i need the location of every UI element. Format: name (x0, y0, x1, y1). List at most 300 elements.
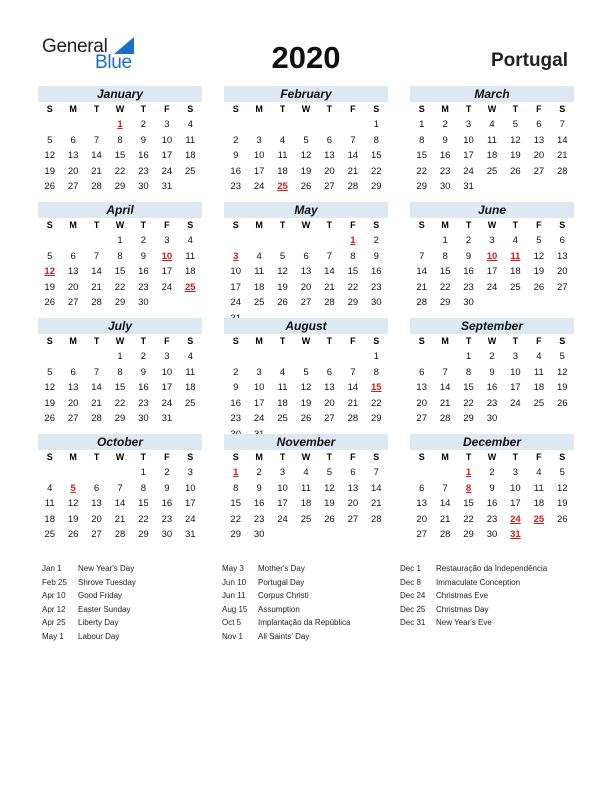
day-cell: 9 (373, 250, 379, 262)
day-cell: 27 (324, 181, 335, 192)
holiday-date: May 3 (222, 564, 244, 573)
day-cell: 23 (230, 181, 241, 192)
month-title: January (38, 86, 202, 102)
weekday-header: W (487, 336, 497, 346)
weekday-header: W (301, 220, 311, 230)
day-cell: 14 (439, 382, 451, 393)
month-title: February (224, 86, 388, 102)
day-cell: 17 (161, 382, 173, 393)
empty-cell (271, 117, 294, 133)
empty-cell (224, 117, 247, 133)
day-cell: 29 (114, 181, 126, 192)
day-cell: 18 (533, 382, 545, 393)
month-title: June (410, 202, 574, 218)
weekday-header: M (441, 336, 449, 346)
day-cell: 8 (373, 366, 379, 378)
weekday-header: W (115, 452, 125, 462)
day-cell: 5 (559, 467, 565, 478)
weekday-header: M (255, 220, 263, 230)
day-cell: 7 (442, 366, 448, 378)
weekday-header: T (465, 104, 472, 114)
holiday-name: Christmas Day (436, 604, 489, 614)
day-cell: 27 (533, 165, 545, 177)
holiday-day: 8 (465, 482, 472, 494)
holiday-name: Immaculate Conception (436, 577, 521, 587)
day-cell: 26 (44, 297, 55, 308)
day-cell: 14 (347, 150, 359, 161)
day-cell: 9 (442, 134, 448, 146)
day-cell: 4 (187, 119, 193, 130)
month-november (224, 434, 388, 543)
day-cell: 24 (161, 281, 173, 293)
weekday-header: W (301, 336, 311, 346)
day-cell: 23 (439, 165, 451, 177)
day-cell: 18 (44, 513, 55, 525)
day-cell: 19 (510, 150, 521, 161)
day-cell: 9 (256, 482, 262, 494)
day-cell: 10 (184, 482, 196, 494)
empty-cell (341, 117, 364, 133)
holiday-day: 12 (44, 266, 55, 277)
day-cell: 20 (416, 397, 427, 409)
holiday-day: 1 (465, 467, 472, 478)
holiday-date: Oct 5 (222, 618, 242, 627)
day-cell: 28 (91, 181, 102, 192)
day-cell: 22 (114, 397, 126, 409)
holiday-date: Dec 8 (400, 577, 421, 587)
weekday-header: S (559, 336, 566, 346)
day-cell: 10 (253, 382, 265, 393)
month-title: April (38, 202, 202, 218)
weekday-header: S (373, 452, 380, 462)
day-cell: 21 (91, 165, 102, 177)
weekday-header: W (487, 452, 497, 462)
day-cell: 20 (67, 397, 79, 409)
day-cell: 16 (230, 397, 241, 409)
weekday-header: F (536, 220, 542, 230)
day-cell: 25 (510, 281, 521, 293)
day-cell: 15 (463, 382, 474, 393)
day-cell: 8 (117, 250, 123, 262)
day-cell: 10 (161, 134, 173, 146)
day-cell: 26 (533, 281, 545, 293)
weekday-header: T (326, 452, 333, 462)
month-may (224, 202, 388, 326)
holiday-day: 25 (533, 513, 545, 525)
empty-cell (433, 349, 456, 365)
day-cell: 6 (93, 482, 100, 494)
day-cell: 23 (138, 281, 149, 293)
day-cell: 24 (253, 181, 265, 192)
day-cell: 23 (463, 281, 474, 293)
day-cell: 14 (91, 382, 102, 393)
holiday-day: 25 (184, 281, 196, 293)
empty-cell (341, 349, 364, 365)
day-cell: 13 (67, 382, 79, 393)
empty-cell (85, 117, 108, 133)
day-cell: 8 (465, 366, 472, 378)
day-cell: 10 (230, 266, 241, 277)
holiday-day: 3 (233, 250, 239, 262)
day-cell: 8 (117, 134, 123, 146)
holiday-item (400, 564, 547, 578)
day-cell: 7 (373, 467, 379, 478)
holiday-name: Easter Sunday (78, 604, 131, 614)
day-cell: 28 (439, 529, 451, 540)
day-cell: 20 (533, 150, 545, 161)
day-cell: 25 (277, 413, 288, 424)
holiday-day: 1 (233, 467, 239, 478)
day-cell: 18 (253, 281, 265, 293)
day-cell: 17 (253, 397, 265, 409)
day-cell: 29 (463, 413, 474, 424)
day-cell: 7 (93, 134, 100, 146)
holiday-name: Good Friday (78, 591, 123, 600)
day-cell: 31 (184, 529, 196, 540)
day-cell: 16 (138, 150, 149, 161)
day-cell: 20 (91, 513, 102, 525)
day-cell: 13 (556, 250, 568, 262)
month-days-grid (224, 218, 388, 326)
day-cell: 7 (350, 134, 356, 146)
day-cell: 21 (439, 513, 451, 525)
day-cell: 13 (416, 498, 427, 509)
day-cell: 6 (303, 250, 309, 262)
day-cell: 16 (370, 266, 382, 277)
holiday-item (222, 632, 351, 646)
holiday-day: 31 (510, 529, 521, 540)
empty-cell (294, 117, 317, 133)
weekday-header: F (350, 452, 356, 462)
empty-cell (433, 465, 456, 481)
month-title: October (38, 434, 202, 450)
weekday-header: F (164, 452, 170, 462)
weekday-header: S (418, 220, 425, 230)
holiday-column (222, 564, 351, 645)
day-cell: 13 (324, 150, 335, 161)
day-cell: 2 (233, 366, 239, 378)
day-cell: 14 (556, 134, 568, 146)
day-cell: 4 (512, 235, 519, 246)
holiday-name: Mother's Day (258, 564, 305, 573)
day-cell: 26 (277, 297, 288, 308)
weekday-header: T (465, 220, 472, 230)
day-cell: 22 (230, 513, 241, 525)
day-cell: 23 (161, 513, 173, 525)
holiday-date: Dec 25 (400, 604, 426, 614)
weekday-header: S (232, 336, 239, 346)
day-cell: 11 (277, 382, 288, 393)
day-cell: 14 (347, 382, 359, 393)
day-cell: 16 (486, 498, 498, 509)
weekday-header: F (164, 336, 170, 346)
day-cell: 6 (419, 482, 425, 494)
month-june (410, 202, 574, 311)
month-days-grid (224, 334, 388, 442)
weekday-header: M (255, 452, 263, 462)
empty-cell (318, 349, 341, 365)
day-cell: 19 (277, 281, 288, 293)
holiday-day: 10 (161, 250, 173, 262)
day-cell: 10 (463, 134, 474, 146)
day-cell: 16 (230, 165, 241, 177)
day-cell: 19 (300, 397, 312, 409)
empty-cell (318, 117, 341, 133)
holiday-date: Apr 25 (42, 618, 66, 627)
day-cell: 12 (300, 382, 312, 393)
weekday-header: S (559, 220, 566, 230)
month-title: September (410, 318, 574, 334)
holiday-day: 25 (277, 181, 288, 192)
day-cell: 30 (253, 529, 265, 540)
day-cell: 4 (47, 482, 53, 494)
day-cell: 15 (439, 266, 451, 277)
day-cell: 22 (416, 165, 427, 177)
day-cell: 22 (138, 513, 149, 525)
month-december (410, 434, 574, 543)
weekday-header: T (465, 336, 472, 346)
day-cell: 31 (161, 181, 173, 192)
day-cell: 24 (463, 165, 474, 177)
day-cell: 18 (184, 150, 196, 161)
month-days-grid (38, 334, 202, 427)
holiday-name: Restauração da Independência (436, 564, 548, 573)
day-cell: 1 (140, 467, 147, 478)
day-cell: 28 (114, 529, 126, 540)
holiday-date: Dec 24 (400, 591, 426, 600)
weekday-header: M (441, 452, 449, 462)
day-cell: 6 (559, 235, 565, 246)
day-cell: 24 (184, 513, 196, 525)
day-cell: 10 (277, 482, 288, 494)
day-cell: 15 (463, 498, 474, 509)
holiday-date: Aug 15 (222, 604, 248, 614)
day-cell: 14 (370, 482, 382, 494)
day-cell: 22 (114, 281, 126, 293)
weekday-header: S (46, 220, 53, 230)
empty-cell (410, 465, 433, 481)
weekday-header: T (326, 104, 333, 114)
day-cell: 16 (138, 266, 149, 277)
day-cell: 12 (324, 482, 335, 494)
day-cell: 20 (67, 165, 79, 177)
day-cell: 2 (373, 235, 379, 246)
weekday-header: F (536, 336, 542, 346)
holiday-column (400, 564, 547, 632)
holiday-item (42, 618, 136, 632)
day-cell: 2 (140, 119, 147, 130)
empty-cell (85, 349, 108, 365)
page-title-year: 2020 (271, 40, 341, 75)
day-cell: 14 (416, 266, 427, 277)
day-cell: 22 (439, 281, 451, 293)
day-cell: 5 (303, 134, 309, 146)
day-cell: 15 (138, 498, 149, 509)
holiday-day: 24 (510, 513, 521, 525)
weekday-header: M (69, 220, 77, 230)
day-cell: 3 (465, 119, 472, 130)
day-cell: 6 (326, 134, 333, 146)
weekday-header: T (93, 220, 100, 230)
day-cell: 13 (533, 134, 545, 146)
empty-cell (247, 233, 270, 249)
day-cell: 17 (161, 150, 173, 161)
day-cell: 3 (187, 467, 193, 478)
day-cell: 7 (559, 119, 565, 130)
day-cell: 24 (230, 297, 241, 308)
holiday-date: Apr 12 (42, 604, 66, 614)
day-cell: 22 (463, 397, 474, 409)
day-cell: 30 (138, 413, 149, 424)
month-title: November (224, 434, 388, 450)
day-cell: 24 (161, 165, 173, 177)
holiday-item (222, 564, 351, 578)
holiday-name: New Year's Day (78, 564, 135, 573)
day-cell: 2 (442, 119, 448, 130)
weekday-header: T (279, 104, 286, 114)
day-cell: 28 (91, 297, 102, 308)
day-cell: 5 (303, 366, 309, 378)
day-cell: 7 (442, 482, 448, 494)
day-cell: 9 (140, 366, 147, 378)
day-cell: 29 (370, 181, 382, 192)
day-cell: 8 (442, 250, 448, 262)
day-cell: 18 (277, 397, 288, 409)
month-days-grid (38, 218, 202, 311)
day-cell: 18 (277, 165, 288, 177)
weekday-header: W (301, 104, 311, 114)
holiday-date: Jan 1 (42, 564, 62, 573)
day-cell: 17 (277, 498, 288, 509)
weekday-header: S (46, 452, 53, 462)
logo-text-blue: Blue (95, 52, 132, 73)
day-cell: 5 (279, 250, 286, 262)
day-cell: 4 (187, 235, 193, 246)
day-cell: 20 (324, 165, 335, 177)
day-cell: 27 (67, 413, 79, 424)
month-days-grid (224, 450, 388, 543)
day-cell: 29 (416, 181, 427, 192)
month-title: July (38, 318, 202, 334)
day-cell: 9 (164, 482, 170, 494)
day-cell: 9 (489, 366, 495, 378)
holiday-date: Jun 11 (222, 591, 246, 600)
weekday-header: T (512, 220, 519, 230)
holiday-item (400, 618, 547, 632)
holiday-date: Apr 10 (42, 591, 66, 600)
weekday-header: S (559, 104, 566, 114)
day-cell: 12 (300, 150, 312, 161)
holiday-item (400, 605, 547, 619)
month-days-grid (410, 334, 574, 427)
weekday-header: T (279, 336, 286, 346)
month-title: August (224, 318, 388, 334)
day-cell: 17 (230, 281, 241, 293)
day-cell: 26 (510, 165, 521, 177)
month-title: March (410, 86, 574, 102)
day-cell: 10 (510, 366, 521, 378)
day-cell: 29 (230, 529, 241, 540)
day-cell: 3 (164, 351, 170, 362)
weekday-header: S (418, 336, 425, 346)
day-cell: 19 (44, 165, 55, 177)
empty-cell (410, 233, 433, 249)
month-july (38, 318, 202, 427)
day-cell: 24 (253, 413, 265, 424)
day-cell: 20 (416, 513, 427, 525)
day-cell: 5 (326, 467, 333, 478)
day-cell: 19 (44, 397, 55, 409)
empty-cell (410, 349, 433, 365)
day-cell: 21 (347, 397, 359, 409)
day-cell: 16 (161, 498, 173, 509)
day-cell: 12 (510, 134, 521, 146)
holiday-day: 1 (350, 235, 356, 246)
day-cell: 6 (326, 366, 333, 378)
day-cell: 11 (487, 134, 497, 146)
weekday-header: S (418, 104, 425, 114)
day-cell: 8 (373, 134, 379, 146)
day-cell: 27 (91, 529, 102, 540)
day-cell: 3 (512, 467, 519, 478)
weekday-header: S (187, 220, 194, 230)
weekday-header: F (164, 220, 170, 230)
weekday-header: T (512, 452, 519, 462)
day-cell: 19 (44, 281, 55, 293)
empty-cell (61, 117, 84, 133)
day-cell: 18 (184, 266, 196, 277)
holiday-date: Jun 10 (222, 577, 247, 587)
day-cell: 25 (253, 297, 265, 308)
empty-cell (318, 233, 341, 249)
day-cell: 1 (373, 351, 379, 362)
month-september (410, 318, 574, 427)
holiday-name: Assumption (258, 604, 300, 614)
day-cell: 16 (463, 266, 474, 277)
day-cell: 4 (187, 351, 193, 362)
day-cell: 18 (184, 382, 196, 393)
weekday-header: W (487, 104, 497, 114)
day-cell: 14 (91, 266, 102, 277)
day-cell: 8 (140, 482, 147, 494)
holiday-column (42, 564, 136, 645)
weekday-header: S (373, 220, 380, 230)
weekday-header: W (301, 452, 311, 462)
holiday-item (42, 591, 136, 605)
day-cell: 18 (300, 498, 312, 509)
day-cell: 9 (465, 250, 472, 262)
month-days-grid (410, 218, 574, 311)
day-cell: 28 (370, 513, 382, 525)
day-cell: 3 (256, 134, 262, 146)
day-cell: 29 (370, 413, 382, 424)
day-cell: 26 (556, 513, 568, 525)
day-cell: 12 (533, 250, 545, 262)
month-title: May (224, 202, 388, 218)
day-cell: 15 (370, 150, 382, 161)
day-cell: 5 (47, 250, 53, 262)
day-cell: 8 (350, 250, 356, 262)
day-cell: 16 (253, 498, 265, 509)
day-cell: 10 (510, 482, 521, 494)
day-cell: 15 (230, 498, 241, 509)
day-cell: 2 (233, 134, 239, 146)
day-cell: 30 (138, 181, 149, 192)
empty-cell (38, 349, 61, 365)
holiday-name: All Saints' Day (258, 631, 310, 641)
day-cell: 4 (536, 467, 542, 478)
day-cell: 24 (161, 397, 173, 409)
